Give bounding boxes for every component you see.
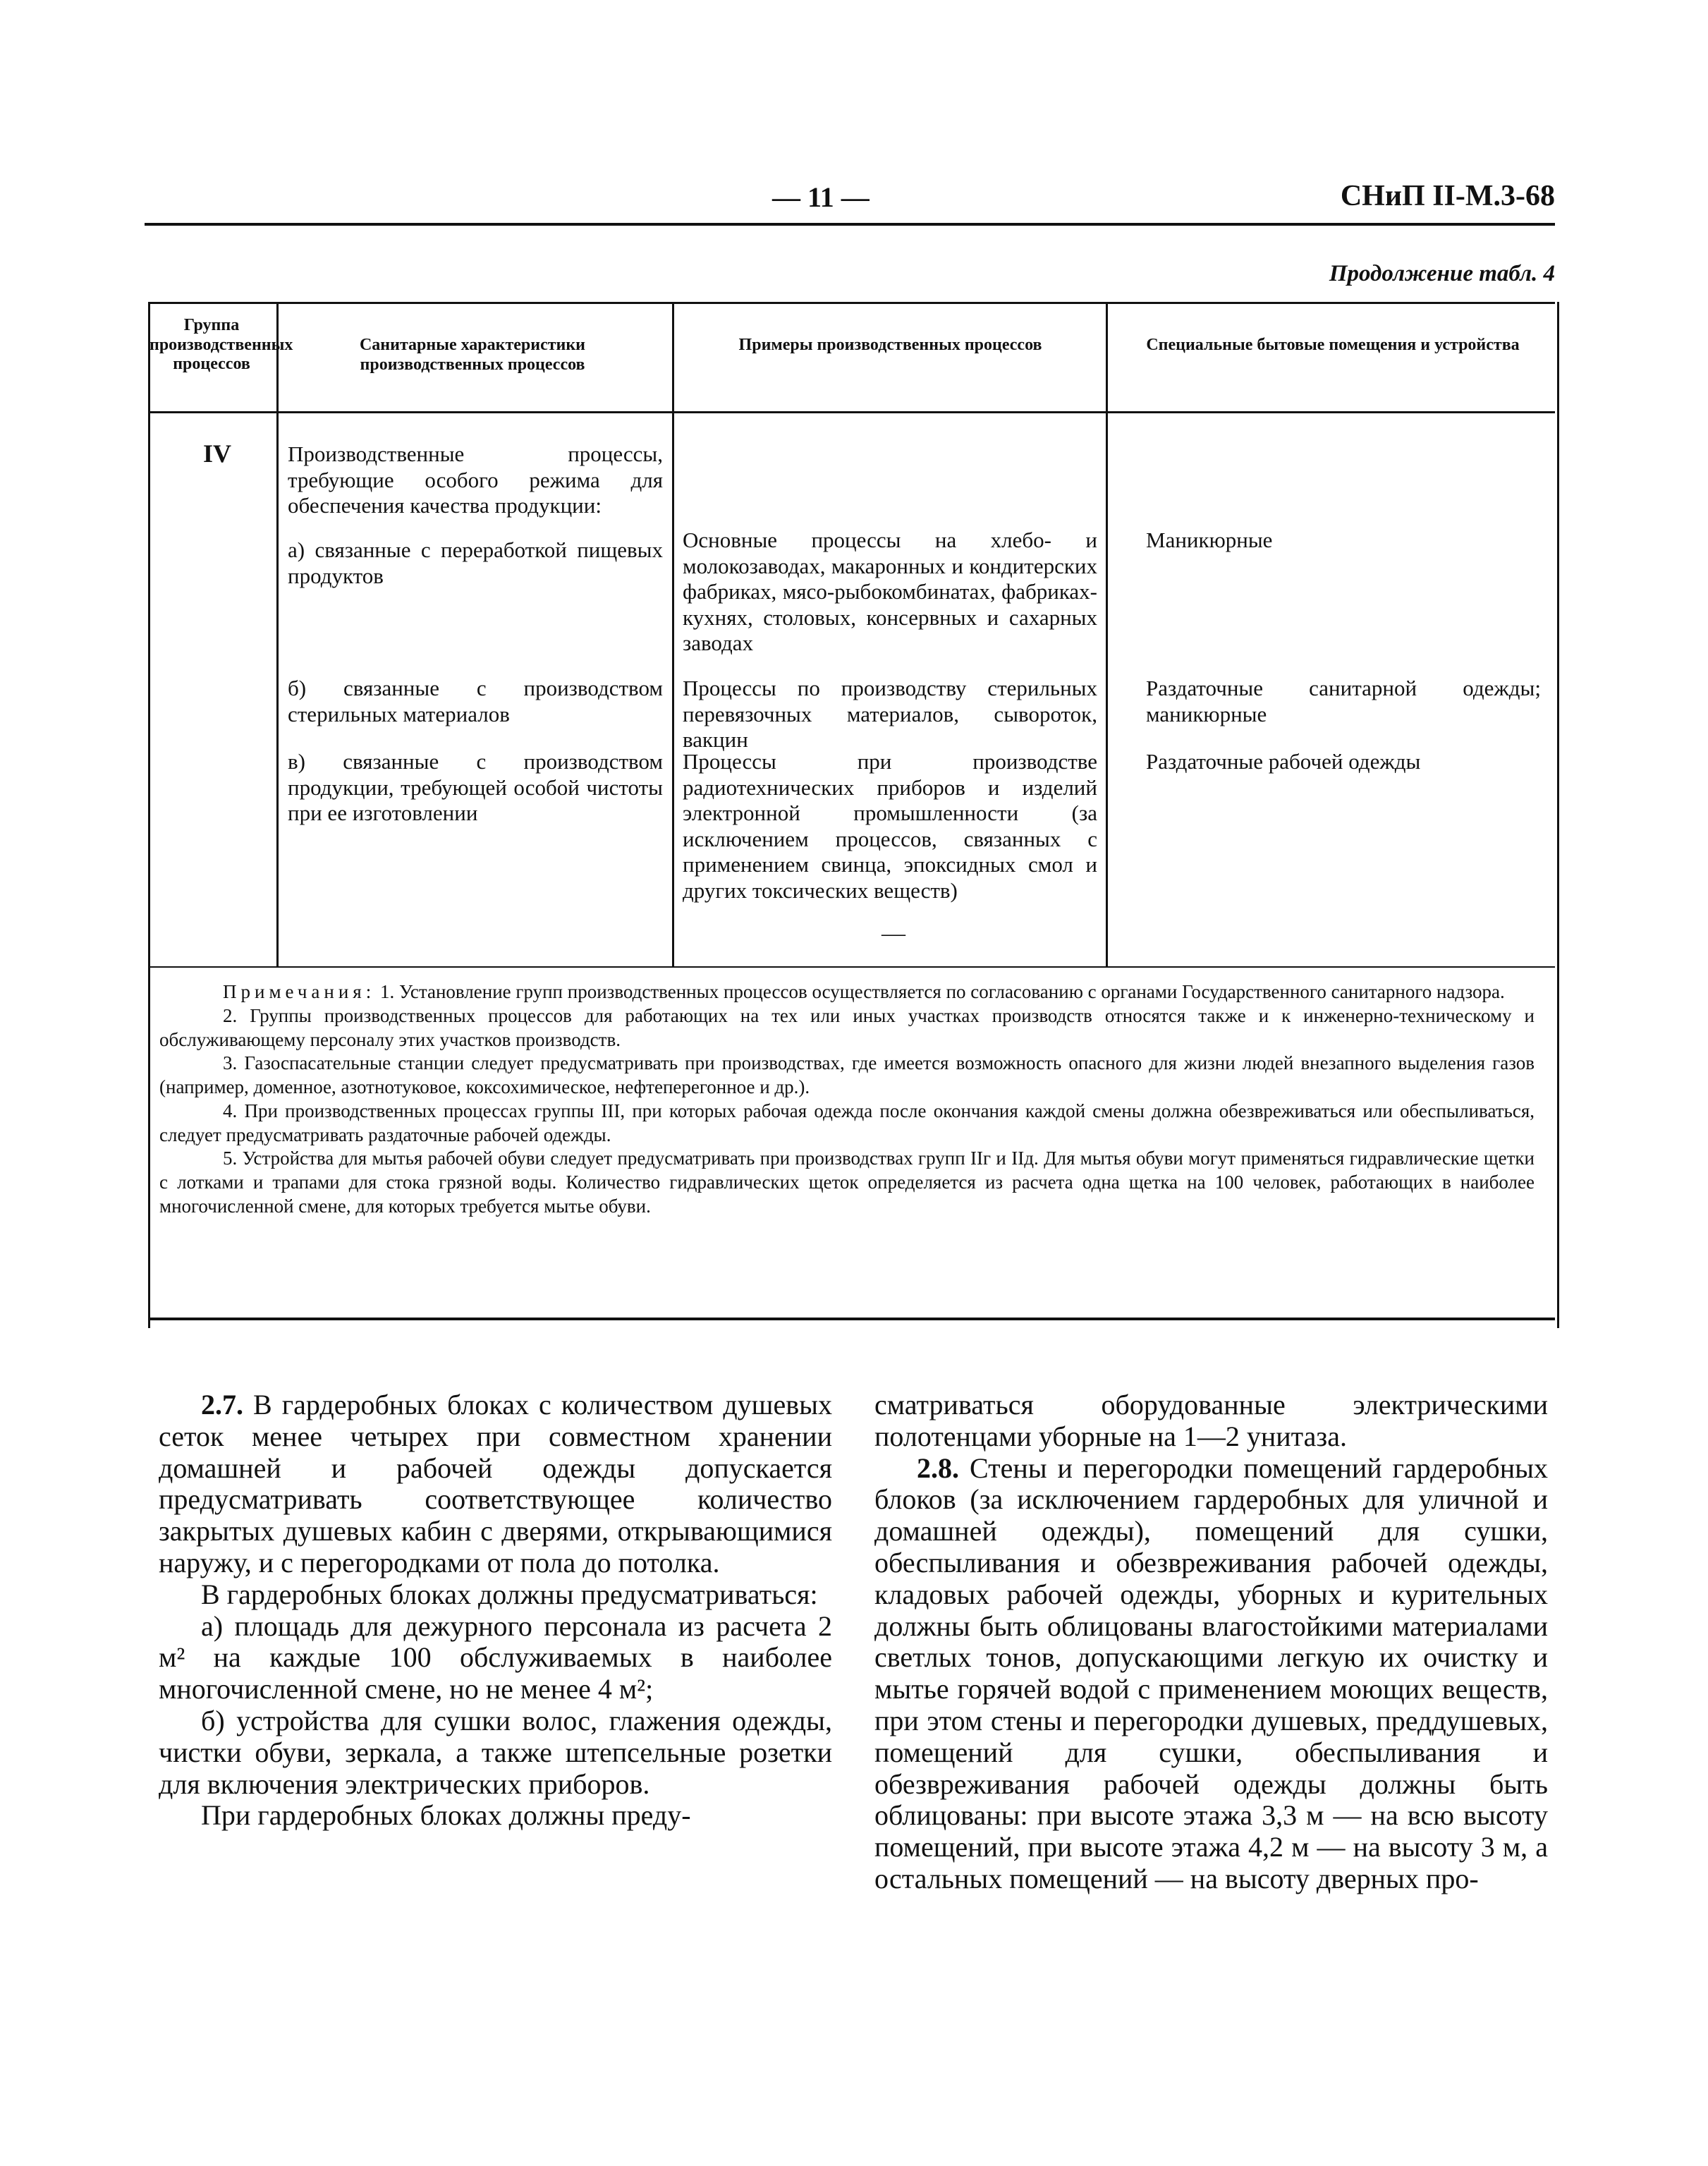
body-column-right <box>874 1389 1548 1895</box>
paragraph-2-7 <box>159 1389 832 1579</box>
note-2: 2. Группы производственных процессов для работающих на тех или иных участках производств относятся также и к инженерно-техническому и обслуживающему персоналу этих участков производств. <box>159 1004 1535 1050</box>
facility-b: Раздаточные санитарной одежды; маникюрные <box>1146 676 1541 726</box>
header-group: Группа производственных процессов <box>150 316 293 374</box>
column-divider-1 <box>276 302 279 966</box>
header-examples: Примеры производственных процессов <box>738 336 1042 354</box>
column-divider-2 <box>672 302 674 966</box>
facility-a: Маникюрные <box>1146 528 1273 552</box>
paragraph-item-a: а) площадь для дежурного персонала из расчета 2 м² на каждые 100 обслуживаемых в наиболее многочисленной смене, но не менее 4 м²; <box>159 1610 832 1705</box>
header-facilities: Специальные бытовые помещения и устройства <box>1146 336 1520 354</box>
page-header <box>145 175 1555 224</box>
row-end-dash: — <box>882 920 905 947</box>
example-b: Процессы по производству стерильных перевязочных материалов, сывороток, вакцин <box>683 676 1097 753</box>
characteristic-a: а) связанные с переработкой пищевых продуктов <box>288 537 663 588</box>
paragraph-wardrobe-blocks: В гардеробных блоках должны предусматриваться: <box>201 1578 818 1610</box>
example-c: Процессы при производстве радиотехнических приборов и изделий электронной промышленности (за исключением процессов, связанных с применением свинца, эпоксидных смол и других токсических веществ) <box>683 749 1097 903</box>
notes-label: Примечания: <box>223 981 376 1002</box>
note-5: 5. Устройства для мытья рабочей обуви следует предусматривать при производствах групп IIг и IIд. Для мытья обуви могут применяться гидравлические щетки с лотками и трапами для стока грязной воды. Количество гидравлических щеток определяется из расчета одна щетка на 100 человек, работающих в наиболее многочисленной смене, для которых требуется мытье обуви. <box>159 1148 1535 1217</box>
document-code: СНиП II-М.3-68 <box>1340 180 1555 212</box>
page-number: — 11 — <box>772 181 870 213</box>
section-number-2-7: 2.7. <box>201 1389 243 1420</box>
group-number: IV <box>203 439 232 468</box>
paragraph-2-8 <box>874 1453 1548 1895</box>
paragraph-toilets-end: сматриваться оборудованные электрическими полотенцами уборные на 1—2 унитаза. <box>874 1389 1548 1452</box>
note-1 <box>159 980 1535 1004</box>
characteristic-c: в) связанные с производством продукции, требующей особой чистоты при ее изготовлении <box>288 749 663 826</box>
notes-rule <box>148 966 1555 968</box>
facility-c: Раздаточные рабочей одежды <box>1146 749 1421 774</box>
note-1-text: 1. Установление групп производственных процессов осуществляется по согласованию с органами Государственного санитарного надзора. <box>379 981 1505 1002</box>
column-divider-3 <box>1106 302 1108 966</box>
table-top-rule <box>148 302 1555 304</box>
table-header-rule <box>148 411 1555 413</box>
characteristic-b: б) связанные с производством стерильных материалов <box>288 676 663 726</box>
table-bottom-rule <box>148 1318 1555 1320</box>
paragraph-2-8-text: Стены и перегородки помещений гардеробных блоков (за исключением гардеробных для уличной и домашней одежды), помещений для сушки, обеспыливания и обезвреживания рабочей одежды, кладовых рабочей одежды, уборных и курительных должны быть облицованы влагостойкими материалами светлых тонов, допускающими легкую их очистку и мытье горячей водой с применением моющих веществ, при этом стены и перегородки душевых, преддушевых, помещений для сушки, обеспыливания и обезвреживания рабочей одежды должны быть облицованы: при высоте этажа 3,3 м — на всю высоту помещений, при высоте этажа 4,2 м — на высоту 3 м, а остальных помещений — на высоту дверных про- <box>874 1452 1548 1894</box>
group-intro: Производственные процессы, требующие особого режима для обеспечения качества продукции: <box>288 442 663 518</box>
paragraph-2-7-text: В гардеробных блоках с количеством душевых сеток менее четырех при совместном хранении домашней и рабочей одежды допускается предусматривать соответствующее количество закрытых душевых кабин с дверями, открывающимися наружу, и с перегородками от пола до потолка. <box>159 1389 832 1578</box>
example-a: Основные процессы на хлебо- и молокозаводах, макаронных и кондитерских фабриках, мясо-рыбокомбинатах, фабриках-кухнях, столовых, консервных и сахарных заводах <box>683 528 1097 656</box>
header-rule <box>145 223 1555 226</box>
body-column-left <box>159 1389 832 1832</box>
section-number-2-8: 2.8. <box>917 1452 959 1484</box>
note-4: 4. При производственных процессах группы III, при которых рабочая одежда после окончания каждой смены должна обезвреживаться или обеспыливаться, следует предусматривать раздаточные рабочей одежды. <box>159 1100 1535 1145</box>
paragraph-toilets-start: При гардеробных блоках должны преду- <box>201 1799 691 1832</box>
header-characteristics: Санитарные характеристики производственных процессов <box>359 336 586 374</box>
paragraph-item-b: б) устройства для сушки волос, глажения одежды, чистки обуви, зеркала, а также штепсельные розетки для включения электрических приборов. <box>159 1704 832 1800</box>
note-3: 3. Газоспасательные станции следует предусматривать при производствах, где имеется возможность опасного для жизни людей внезапного выделения газов (например, доменное, азотнотуковое, коксохимическое, нефтеперегонное и др.). <box>159 1052 1535 1097</box>
table-continuation-caption: Продолжение табл. 4 <box>1329 261 1555 286</box>
table-notes <box>159 980 1535 1219</box>
